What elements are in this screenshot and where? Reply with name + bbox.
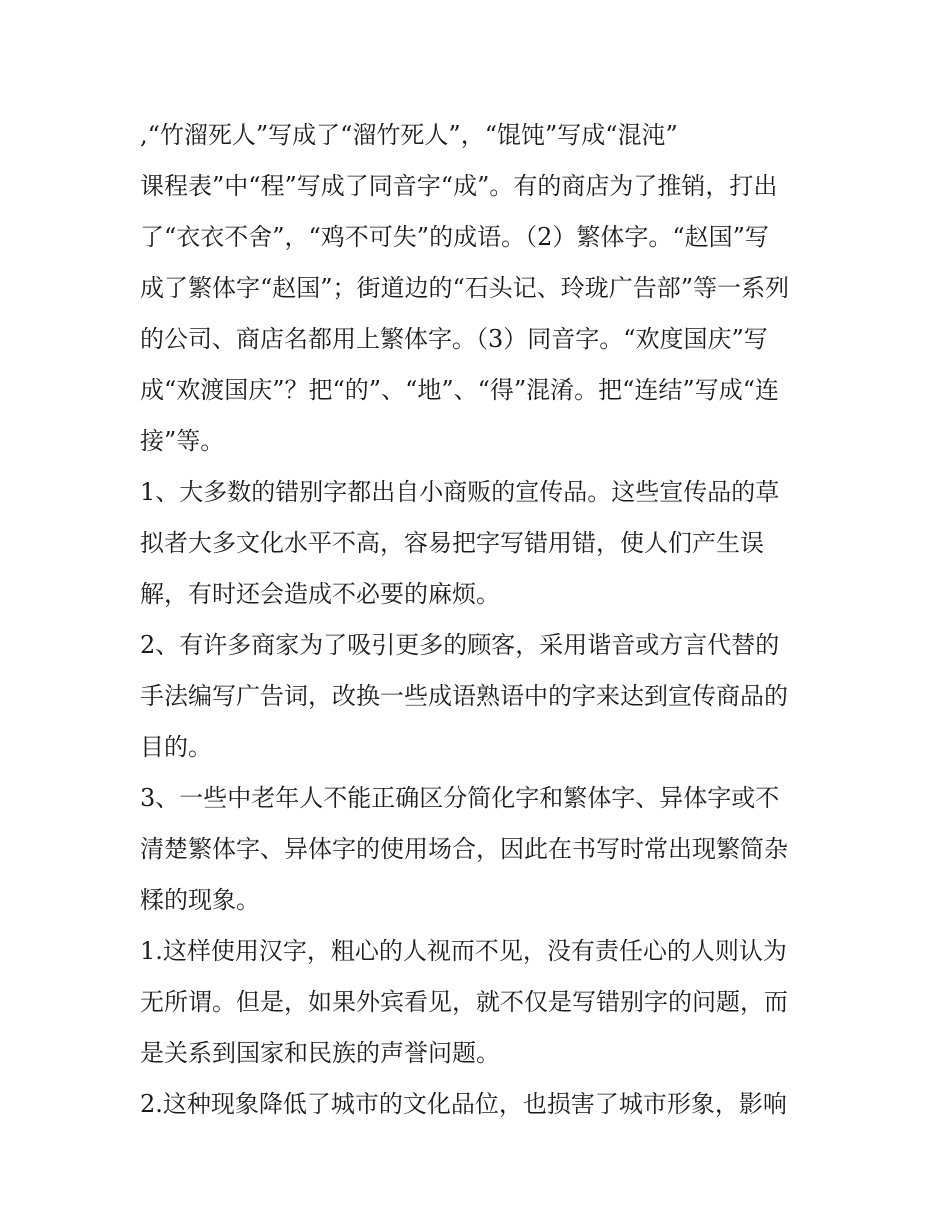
text-line: 了“衣衣不舍”，“鸡不可失”的成语。（2）繁体字。“赵国”写 [140, 223, 769, 251]
text-line: 目的。 [140, 733, 212, 761]
text-line: 成了繁体字“赵国”；街道边的“石头记、玲珑广告部”等一系列 [140, 274, 790, 302]
text-line: 糅的现象。 [140, 886, 260, 914]
text-line: 接”等。 [140, 427, 225, 455]
text-line: 2、有许多商家为了吸引更多的顾客，采用谐音或方言代替的 [140, 631, 780, 659]
text-line: 是关系到国家和民族的声誉问题。 [140, 1039, 500, 1067]
text-line: 拟者大多文化水平不高，容易把字写错用错，使人们产生误 [140, 529, 764, 557]
text-line: 1、大多数的错别字都出自小商贩的宣传品。这些宣传品的草 [140, 478, 780, 506]
text-line: ,“竹溜死人”写成了“溜竹死人”，“馄饨”写成“混沌” [140, 121, 678, 149]
text-line: 解，有时还会造成不必要的麻烦。 [140, 580, 500, 608]
text-line: 1.这样使用汉字，粗心的人视而不见，没有责任心的人则认为 [140, 937, 787, 965]
text-line: 手法编写广告词，改换一些成语熟语中的字来达到宣传商品的 [140, 682, 788, 710]
text-line: 课程表”中“程”写成了同音字“成”。有的商店为了推销，打出 [140, 172, 778, 200]
text-line: 成“欢渡国庆”？把“的”、“地”、“得”混淆。把“连结”写成“连 [140, 376, 779, 404]
text-line: 2.这种现象降低了城市的文化品位，也损害了城市形象，影响 [140, 1090, 787, 1118]
text-line: 3、一些中老年人不能正确区分简化字和繁体字、异体字或不 [140, 784, 780, 812]
text-line: 无所谓。但是，如果外宾看见，就不仅是写错别字的问题，而 [140, 988, 788, 1016]
document-body [140, 110, 820, 1130]
text-line: 的公司、商店名都用上繁体字。（3）同音字。“欢度国庆”写 [140, 325, 768, 353]
text-line: 清楚繁体字、异体字的使用场合，因此在书写时常出现繁简杂 [140, 835, 788, 863]
